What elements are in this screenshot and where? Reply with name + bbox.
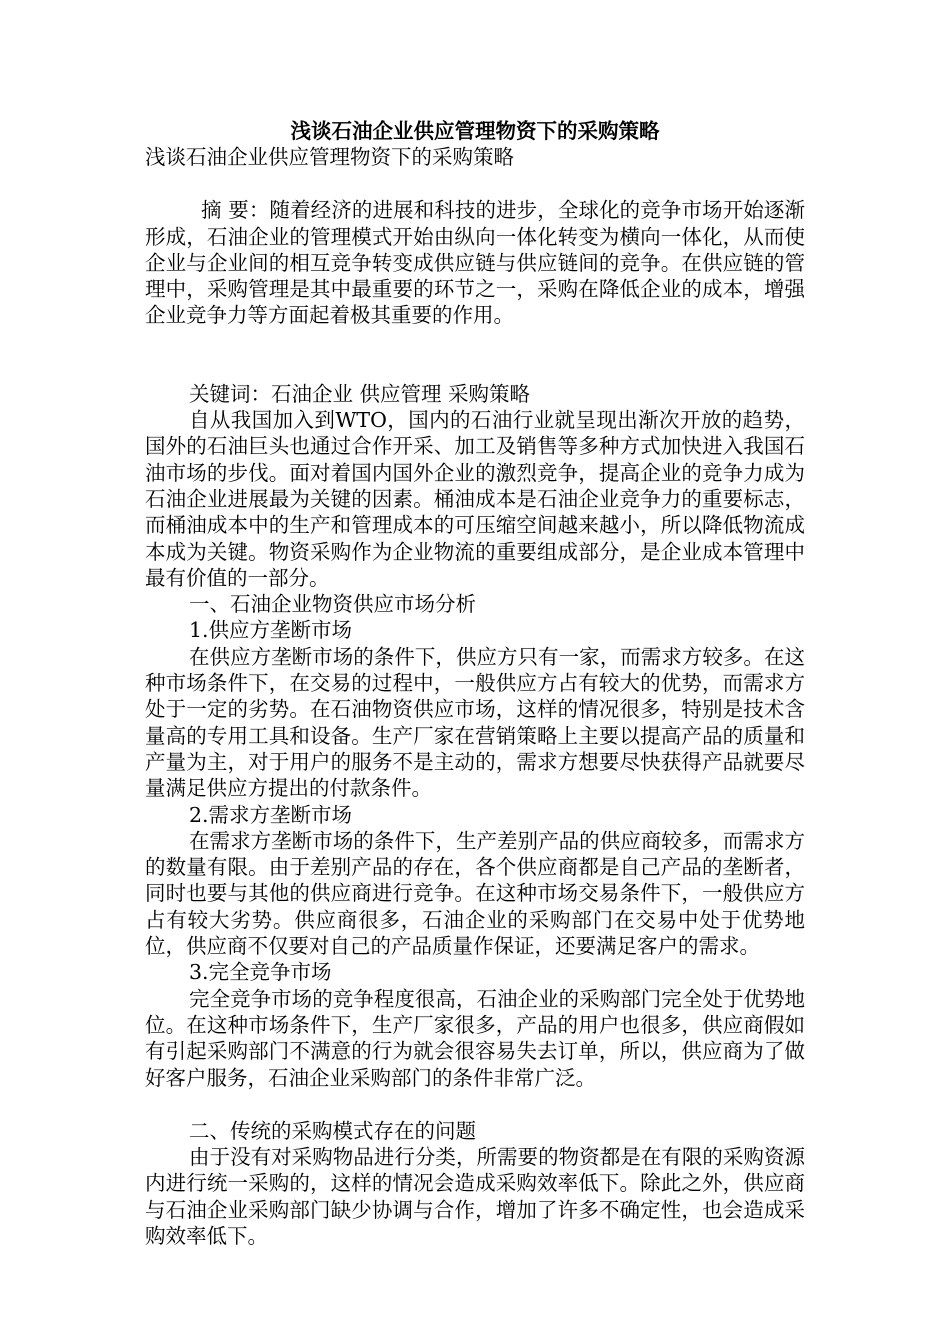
keywords-line: 关键词：石油企业 供应管理 采购策略 [189, 381, 531, 406]
subsection-1-1-heading: 1.供应方垄断市场 [189, 618, 353, 643]
section-2-paragraph: 由于没有对采购物品进行分类，所需要的物资都是在有限的采购资源内进行统一采购的，这样的情况会造成采购效率低下。除此之外，供应商与石油企业采购部门缺少协调与合作，增加了许多不确定性，也会造成采购效率低下。 [145, 1145, 805, 1248]
abstract-paragraph: 摘 要：随着经济的进展和科技的进步，全球化的竞争市场开始逐渐形成，石油企业的管理模式开始由纵向一体化转变为横向一体化，从而使企业与企业间的相互竞争转变成供应链与供应链间的竞争。在供应链的管理中，采购管理是其中最重要的环节之一，采购在降低企业的成本，增强企业竞争力等方面起着极其重要的作用。 [145, 198, 805, 328]
document-title: 浅谈石油企业供应管理物资下的采购策略 [290, 119, 660, 143]
section-2-heading: 二、传统的采购模式存在的问题 [189, 1118, 476, 1143]
subsection-1-3-paragraph: 完全竞争市场的竞争程度很高，石油企业的采购部门完全处于优势地位。在这种市场条件下，生产厂家很多，产品的用户也很多，供应商假如有引起采购部门不满意的行为就会很容易失去订单，所以，供应商为了做好客户服务，石油企业采购部门的条件非常广泛。 [145, 986, 805, 1090]
document-page [145, 118, 805, 1249]
subsection-1-2-paragraph: 在需求方垄断市场的条件下，生产差别产品的供应商较多，而需求方的数量有限。由于差别产品的存在，各个供应商都是自己产品的垄断者，同时也要与其他的供应商进行竞争。在这种市场交易条件下，一般供应方占有较大劣势。供应商很多，石油企业的采购部门在交易中处于优势地位，供应商不仅要对自己的产品质量作保证，还要满足客户的需求。 [145, 828, 805, 959]
intro-paragraph: 自从我国加入到WTO，国内的石油行业就呈现出渐次开放的趋势，国外的石油巨头也通过合作开采、加工及销售等多种方式加快进入我国石油市场的步伐。面对着国内国外企业的激烈竞争，提高企业的竞争力成为石油企业进展最为关键的因素。桶油成本是石油企业竞争力的重要标志，而桶油成本中的生产和管理成本的可压缩空间越来越小，所以降低物流成本成为关键。物资采购作为企业物流的重要组成部分，是企业成本管理中最有价值的一部分。 [145, 408, 805, 590]
subsection-1-3-heading: 3.完全竞争市场 [189, 960, 332, 985]
section-1-heading: 一、石油企业物资供应市场分析 [189, 592, 476, 617]
subsection-1-1-paragraph: 在供应方垄断市场的条件下，供应方只有一家，而需求方较多。在这种市场条件下，在交易的过程中，一般供应方占有较大的优势，而需求方处于一定的劣势。在石油物资供应市场，这样的情况很多，特别是技术含量高的专用工具和设备。生产厂家在营销策略上主要以提高产品的质量和产量为主，对于用户的服务不是主动的，需求方想要尽快获得产品就要尽量满足供应方提出的付款条件。 [145, 644, 805, 801]
subsection-1-2-heading: 2.需求方垄断市场 [189, 802, 353, 827]
document-subtitle: 浅谈石油企业供应管理物资下的采购策略 [145, 145, 514, 169]
